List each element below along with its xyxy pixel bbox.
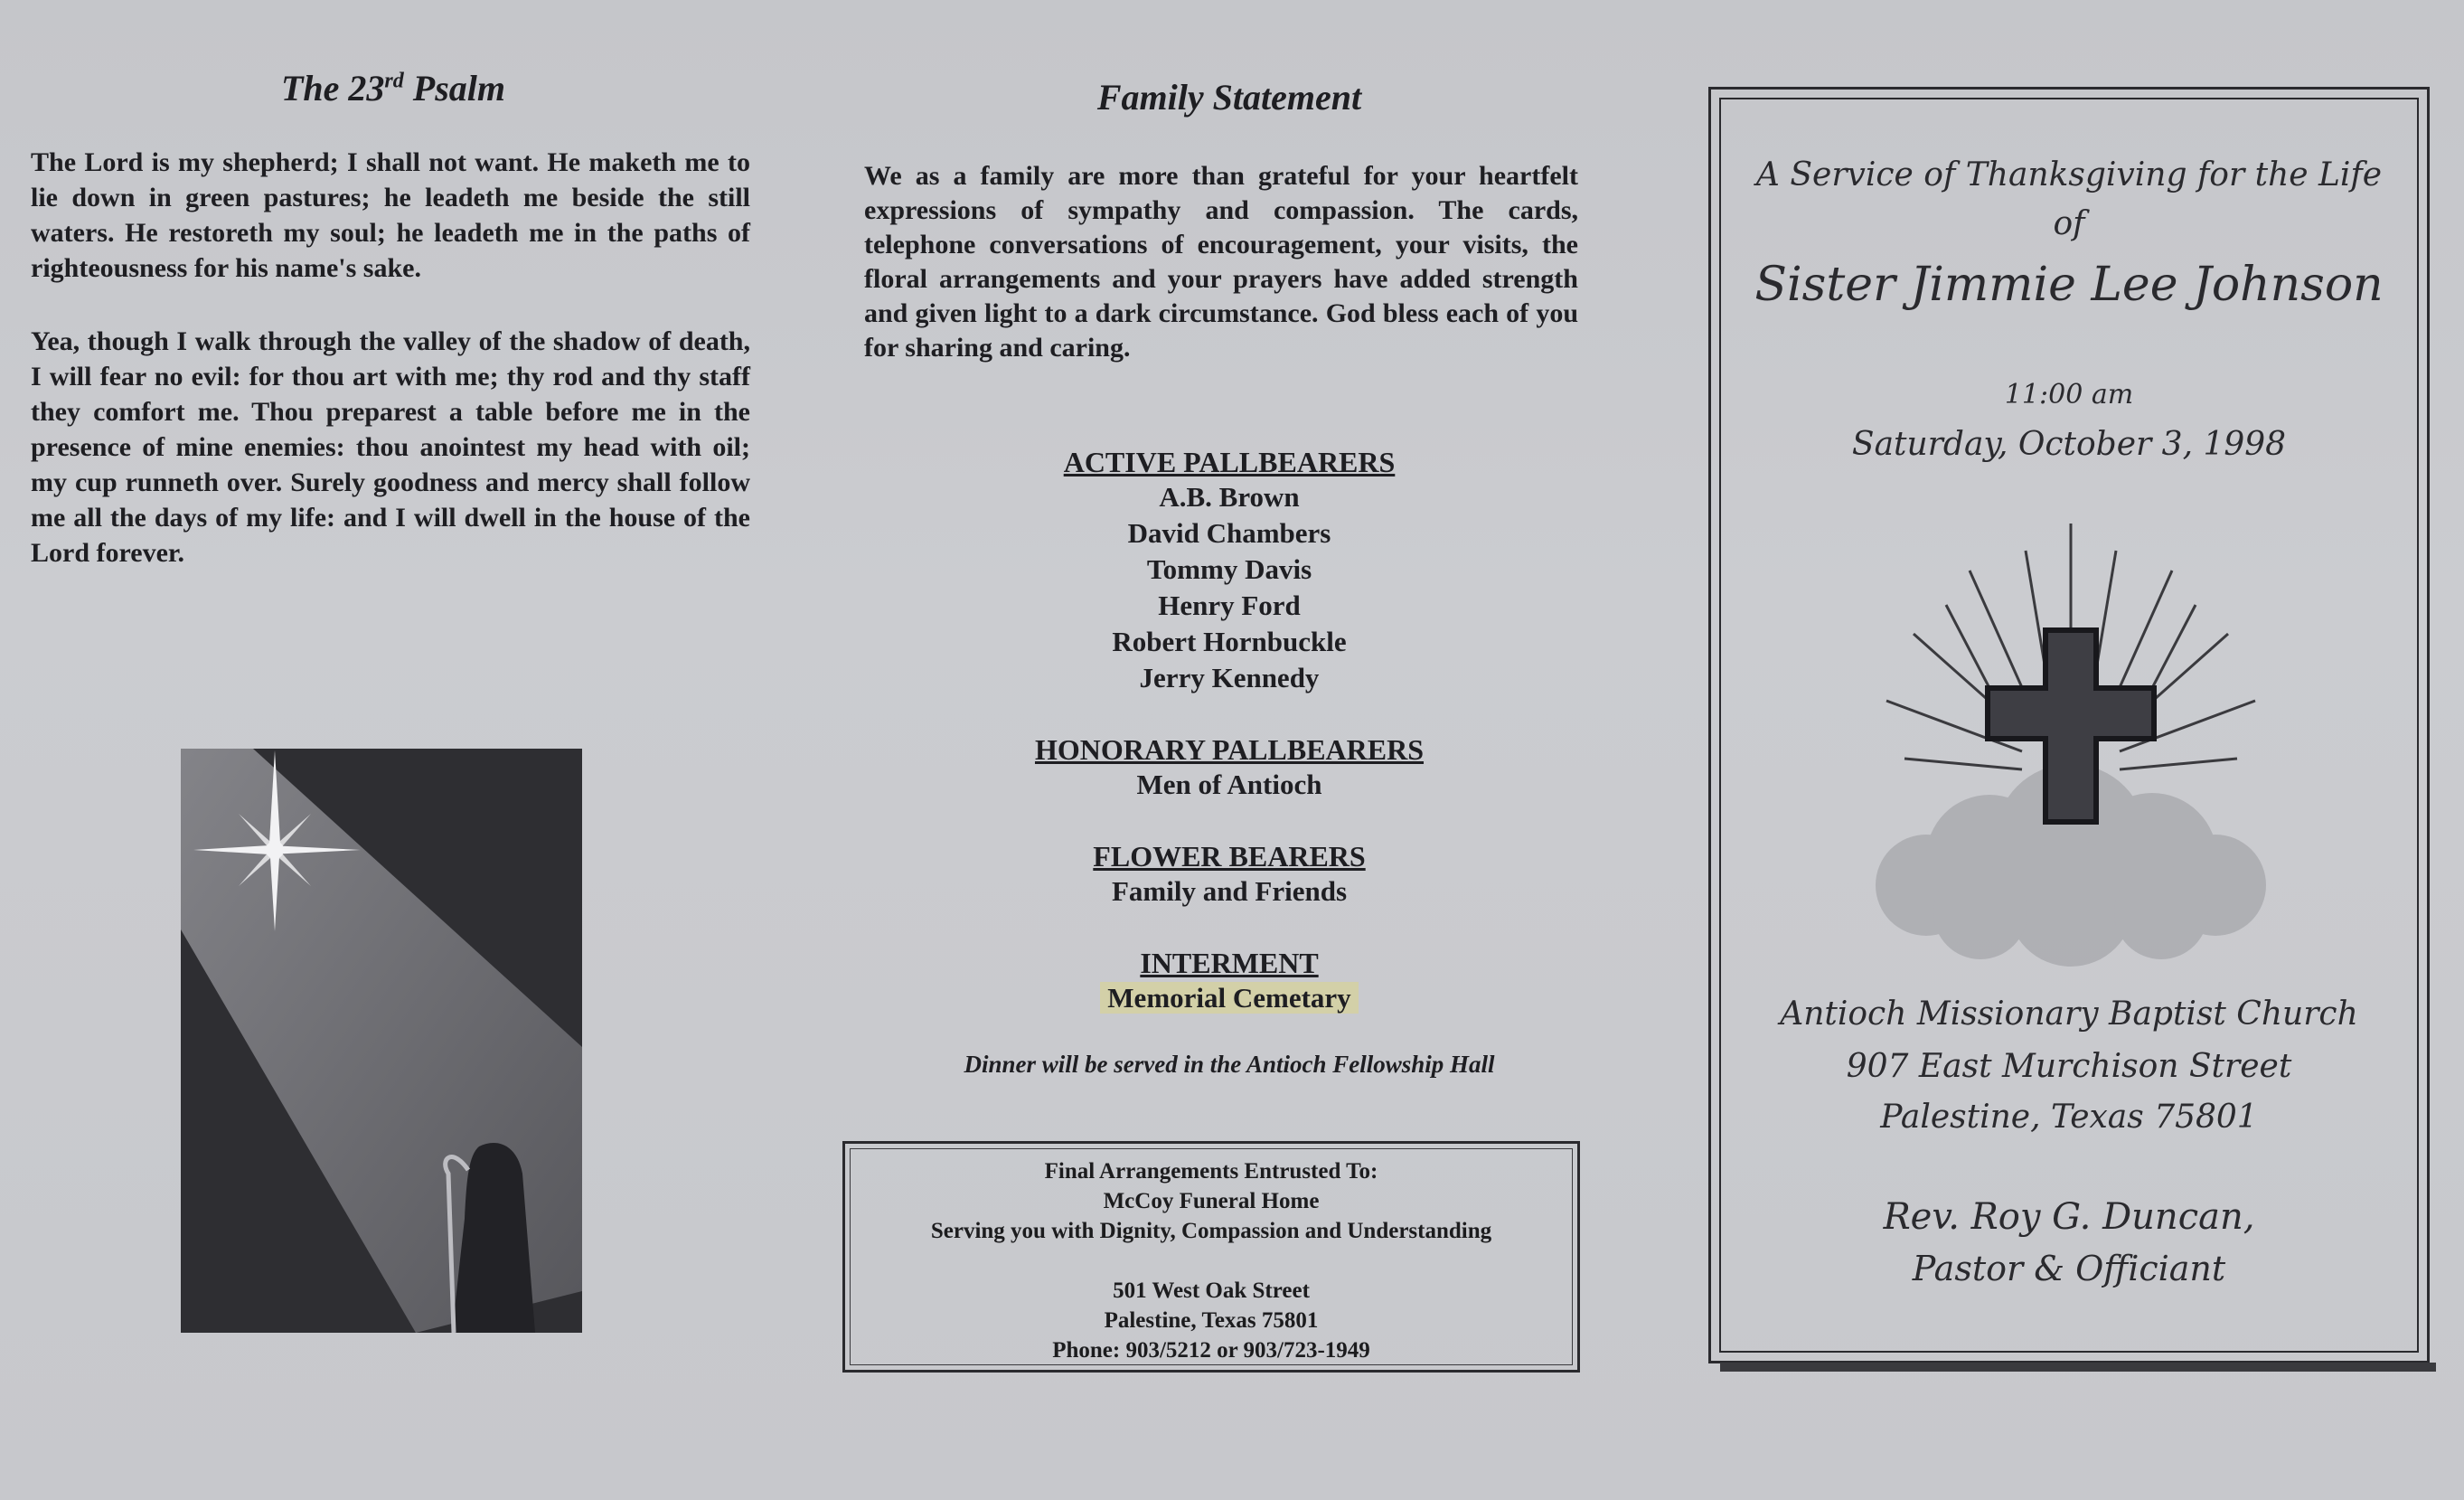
pastor-role: Pastor & Officiant — [1912, 1249, 2226, 1288]
church-street: 907 East Murchison Street — [1846, 1048, 2292, 1085]
service-line: A Service of Thanksgiving for the Life — [1755, 156, 2383, 193]
family-statement-title: Family Statement — [1096, 77, 1362, 118]
list-item: Men of Antioch — [1136, 769, 1322, 800]
list-item: Robert Hornbuckle — [1112, 626, 1347, 657]
psalm-panel — [0, 0, 795, 1500]
star-beam-icon — [181, 749, 582, 1333]
list-item: David Chambers — [1127, 517, 1331, 549]
honorary-pallbearers-heading: HONORARY PALLBEARERS — [1034, 733, 1425, 766]
active-pallbearers-heading: ACTIVE PALLBEARERS — [1063, 446, 1396, 478]
shepherd-star-illustration — [181, 749, 582, 1333]
list-item: A.B. Brown — [1159, 481, 1300, 513]
flower-bearers-heading: FLOWER BEARERS — [1093, 840, 1366, 873]
flower-bearers-section — [795, 839, 1663, 910]
funeral-home-city: Palestine, Texas 75801 — [1104, 1308, 1319, 1333]
pastor-name: Rev. Roy G. Duncan, — [1883, 1196, 2255, 1238]
family-panel — [795, 0, 1663, 1500]
service-date: Saturday, October 3, 1998 — [1851, 426, 2287, 463]
psalm-paragraph-1: The Lord is my shepherd; I shall not want. He maketh me to lie down in green pastures; he leadeth me beside the still waters. He restoreth my soul; he leadeth me in the paths of righteousness for his name's sake. — [31, 147, 750, 283]
psalm-text — [31, 145, 750, 608]
funeral-home-motto: Serving you with Dignity, Compassion and Understanding — [930, 1219, 1492, 1243]
service-roles — [795, 445, 1663, 1052]
family-statement-text: We as a family are more than grateful for your heartfelt expressions of sympathy and compassion. The cards, telephone conversations of encouragement, your visits, the floral arrangements and your prayers have added strength and given light to a dark circumstance. God bless each of you for sharing and caring. — [864, 161, 1578, 363]
funeral-home-box — [842, 1141, 1580, 1373]
list-item: Family and Friends — [1111, 875, 1348, 907]
active-pallbearers-section — [795, 445, 1663, 696]
interment-heading: INTERMENT — [1140, 947, 1319, 979]
active-pallbearers-list — [795, 479, 1663, 696]
psalm-paragraph-2: Yea, though I walk through the valley of the shadow of death, I will fear no evil: for thou art with me; thy rod and thy staff they comfort me. Thou preparest a table before me in the presence of mine enemies: thou anointest my head with oil; my cup runneth over. Surely goodness and mercy shall follow me all the days of my life: and I will dwell in the house of the Lord forever. — [31, 326, 750, 568]
dinner-note: Dinner will be served in the Antioch Fellowship Hall — [964, 1051, 1495, 1078]
list-item: Jerry Kennedy — [1139, 662, 1320, 693]
service-time: 11:00 am — [2004, 379, 2134, 410]
flower-bearers-list — [795, 873, 1663, 910]
church-name: Antioch Missionary Baptist Church — [1780, 995, 2358, 1033]
honorary-pallbearers-section — [795, 732, 1663, 803]
list-item: Henry Ford — [1158, 590, 1301, 621]
psalm-title: The 23rd Psalm — [280, 68, 505, 108]
arrangements-line-1: Final Arrangements Entrusted To: — [1044, 1159, 1378, 1184]
service-of: of — [2053, 205, 2085, 242]
church-city: Palestine, Texas 75801 — [1880, 1099, 2258, 1136]
honorary-pallbearers-list — [795, 767, 1663, 803]
list-item: Tommy Davis — [1146, 553, 1312, 585]
funeral-home-street: 501 West Oak Street — [1113, 1278, 1310, 1303]
funeral-home-phone: Phone: 903/5212 or 903/723-1949 — [1052, 1338, 1370, 1363]
cover-frame — [1708, 87, 2430, 1363]
funeral-home-name: McCoy Funeral Home — [1103, 1189, 1320, 1213]
cover-panel — [1663, 0, 2464, 1500]
interment-section — [795, 946, 1663, 1016]
cross-rays-icon — [1818, 514, 2324, 967]
deceased-name: Sister Jimmie Lee Johnson — [1754, 258, 2384, 312]
interment-place: Memorial Cemetary — [1100, 982, 1358, 1014]
